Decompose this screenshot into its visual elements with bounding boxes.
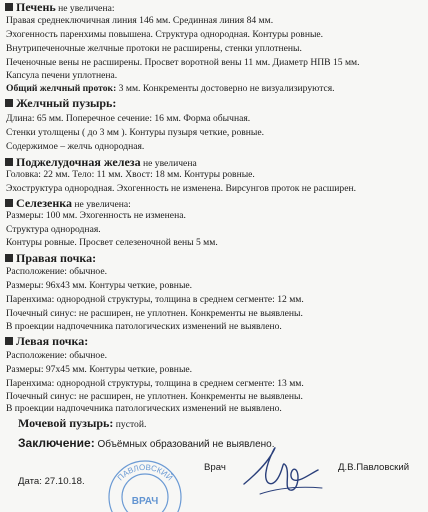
bladder-title: Мочевой пузырь: bbox=[18, 416, 114, 430]
gallbladder-line-2: Стенки утолщены ( до 3 мм ). Контуры пузыря четкие, ровные. bbox=[6, 127, 265, 138]
liver-title: Печень bbox=[16, 0, 56, 14]
liver-line-5: Капсула печени уплотнена. bbox=[6, 70, 118, 81]
conclusion-text: Объёмных образований не выявлено. bbox=[94, 439, 275, 450]
left-kidney-line-4: Почечный синус: не расширен, не уплотнен. Конкременты не выявлены. bbox=[6, 391, 303, 402]
bladder-text: пустой. bbox=[113, 419, 147, 430]
bile-duct-label: Общий желчный проток: bbox=[6, 83, 117, 94]
right-kidney-header bbox=[5, 251, 96, 265]
section-marker-icon bbox=[5, 199, 13, 207]
liver-line-2: Эхогенность паренхимы повышена. Структура однородная. Контуры ровные. bbox=[6, 29, 324, 40]
gallbladder-header bbox=[5, 96, 116, 110]
right-kidney-line-3: Паренхима: однородной структуры, толщина в среднем сегменте: 12 мм. bbox=[6, 294, 304, 305]
spleen-title: Селезенка bbox=[16, 196, 72, 210]
spleen-line-1: Размеры: 100 мм. Эхогенность не изменена. bbox=[6, 210, 186, 221]
section-marker-icon bbox=[5, 99, 13, 107]
right-kidney-title: Правая почка: bbox=[16, 251, 97, 265]
date-label: Дата: bbox=[18, 476, 42, 487]
pancreas-line-2: Эхоструктура однородная. Эхогенность не изменена. Вирсунгов проток не расширен. bbox=[6, 183, 357, 194]
right-kidney-line-2: Размеры: 96х43 мм. Контуры четкие, ровные. bbox=[6, 280, 193, 291]
section-marker-icon bbox=[5, 158, 13, 166]
left-kidney-header bbox=[5, 334, 88, 348]
doctor-name: Д.В.Павловский bbox=[338, 462, 410, 473]
left-kidney-line-1: Расположение: обычное. bbox=[6, 350, 108, 361]
doctor-label: Врач bbox=[204, 462, 226, 473]
svg-text:ПАВЛОВСКИЙ bbox=[116, 463, 175, 483]
right-kidney-line-5: В проекции надпочечника патологических изменений не выявлено. bbox=[6, 321, 282, 332]
spleen-line-3: Контуры ровные. Просвет селезеночной вены 5 мм. bbox=[6, 237, 218, 248]
bile-duct-text: 3 мм. Конкременты достоверно не визуализируются. bbox=[116, 83, 335, 94]
stamp-center-text: ВРАЧ bbox=[131, 496, 159, 507]
left-kidney-line-5: В проекции надпочечника патологических изменений не выявлено. bbox=[6, 403, 282, 414]
gallbladder-line-3: Содержимое – желчь однородная. bbox=[6, 141, 145, 152]
bile-duct-line bbox=[6, 83, 335, 95]
pancreas-note: не увеличена bbox=[140, 158, 197, 169]
section-marker-icon bbox=[5, 254, 13, 262]
gallbladder-line-1: Длина: 65 мм. Поперечное сечение: 16 мм. Форма обычная. bbox=[6, 113, 251, 124]
stamp-arc-text: ПАВЛОВСКИЙ bbox=[115, 462, 175, 483]
spleen-line-2: Структура однородная. bbox=[6, 224, 101, 235]
liver-header bbox=[5, 0, 115, 16]
gallbladder-title: Желчный пузырь: bbox=[16, 96, 117, 110]
liver-note: не увеличена: bbox=[55, 3, 115, 14]
section-marker-icon bbox=[5, 3, 13, 11]
date-field bbox=[18, 476, 85, 487]
signature bbox=[238, 444, 328, 500]
conclusion-title: Заключение: bbox=[18, 436, 95, 450]
left-kidney-title: Левая почка: bbox=[16, 334, 89, 348]
date-value: 27.10.18. bbox=[44, 476, 85, 487]
spleen-note: не увеличена: bbox=[72, 199, 131, 210]
pancreas-title: Поджелудочная железа bbox=[16, 155, 141, 169]
left-kidney-line-3: Паренхима: однородной структуры, толщина в среднем сегменте: 13 мм. bbox=[6, 378, 304, 389]
right-kidney-line-4: Почечный синус: не расширен, не уплотнен. Конкременты не выявлены. bbox=[6, 308, 303, 319]
bladder-line bbox=[18, 416, 146, 432]
liver-line-1: Правая среднеключичная линия 146 мм. Срединная линия 84 мм. bbox=[6, 15, 274, 26]
section-marker-icon bbox=[5, 337, 13, 345]
pancreas-line-1: Головка: 22 мм. Тело: 11 мм. Хвост: 18 мм. Контуры ровные. bbox=[6, 169, 255, 180]
left-kidney-line-2: Размеры: 97х45 мм. Контуры четкие, ровные. bbox=[6, 364, 193, 375]
liver-line-3: Внутрипеченочные желчные протоки не расширены, стенки уплотнены. bbox=[6, 43, 302, 54]
doctor-stamp bbox=[100, 442, 190, 512]
right-kidney-line-1: Расположение: обычное. bbox=[6, 266, 108, 277]
liver-line-4: Печеночные вены не расширены. Просвет воротной вены 11 мм. Диаметр НПВ 15 мм. bbox=[6, 57, 360, 68]
